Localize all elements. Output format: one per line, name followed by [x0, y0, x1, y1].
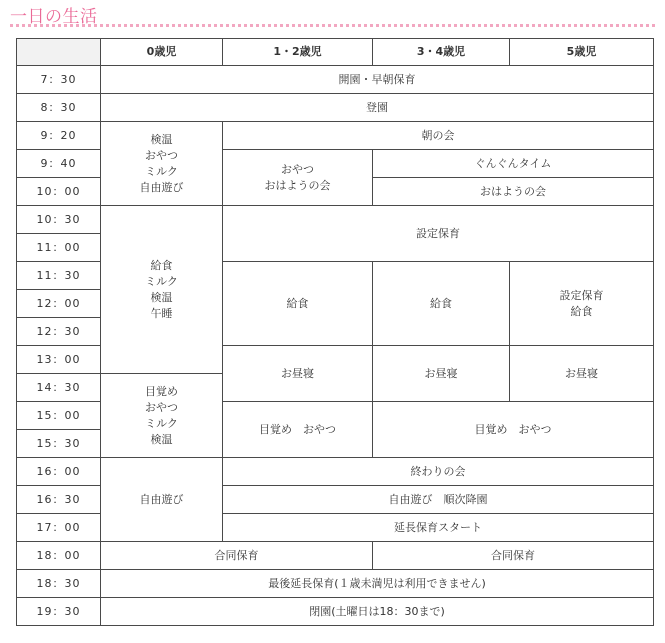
activity-cell: 開園・早朝保育 — [101, 66, 654, 94]
table-row — [17, 94, 654, 122]
header-age-5: 5歳児 — [510, 39, 654, 66]
activity-cell: 自由遊び 順次降園 — [223, 486, 654, 514]
table-row — [17, 122, 654, 150]
time-cell: 19：30 — [17, 598, 101, 626]
activity-cell: 目覚め おやつ — [223, 402, 373, 458]
activity-cell: 給食 — [373, 262, 510, 346]
activity-cell: おはようの会 — [373, 178, 654, 206]
time-cell: 15：30 — [17, 430, 101, 458]
header-row — [17, 39, 654, 66]
time-cell: 16：00 — [17, 458, 101, 486]
activity-cell: ぐんぐんタイム — [373, 150, 654, 178]
table-row — [17, 206, 654, 234]
activity-cell: お昼寝 — [223, 346, 373, 402]
time-cell: 11：00 — [17, 234, 101, 262]
table-row — [17, 66, 654, 94]
time-cell: 9：20 — [17, 122, 101, 150]
time-cell: 18：30 — [17, 570, 101, 598]
activity-cell: 閉園(土曜日は18：30まで) — [101, 598, 654, 626]
time-cell: 14：30 — [17, 374, 101, 402]
time-cell: 15：00 — [17, 402, 101, 430]
time-cell: 11：30 — [17, 262, 101, 290]
activity-cell: 検温 おやつ ミルク 自由遊び — [101, 122, 223, 206]
table-row — [17, 458, 654, 486]
time-cell: 16：30 — [17, 486, 101, 514]
activity-cell: 給食 ミルク 検温 午睡 — [101, 206, 223, 374]
time-cell: 18：00 — [17, 542, 101, 570]
time-cell: 13：00 — [17, 346, 101, 374]
activity-cell: 目覚め おやつ — [373, 402, 654, 458]
table-row — [17, 542, 654, 570]
activity-cell: 目覚め おやつ ミルク 検温 — [101, 374, 223, 458]
title-area — [0, 0, 665, 28]
activity-cell: 朝の会 — [223, 122, 654, 150]
header-age-1-2: 1・2歳児 — [223, 39, 373, 66]
time-cell: 17：00 — [17, 514, 101, 542]
time-cell: 12：30 — [17, 318, 101, 346]
time-cell: 10：30 — [17, 206, 101, 234]
activity-cell: 登園 — [101, 94, 654, 122]
activity-cell: 延長保育スタート — [223, 514, 654, 542]
time-cell: 9：40 — [17, 150, 101, 178]
header-corner — [17, 39, 101, 66]
activity-cell: 設定保育 給食 — [510, 262, 654, 346]
header-age-0: 0歳児 — [101, 39, 223, 66]
daily-schedule-table — [16, 38, 654, 626]
activity-cell: 合同保育 — [373, 542, 654, 570]
table-row — [17, 598, 654, 626]
page-title: 一日の生活 — [10, 7, 98, 27]
activity-cell: 自由遊び — [101, 458, 223, 542]
activity-cell: 設定保育 — [223, 206, 654, 262]
activity-cell: 最後延長保育(１歳未満児は利用できません) — [101, 570, 654, 598]
activity-cell: 給食 — [223, 262, 373, 346]
title-divider — [10, 24, 655, 27]
time-cell: 10：00 — [17, 178, 101, 206]
time-cell: 8：30 — [17, 94, 101, 122]
time-cell: 7：30 — [17, 66, 101, 94]
activity-cell: 合同保育 — [101, 542, 373, 570]
header-age-3-4: 3・4歳児 — [373, 39, 510, 66]
table-row — [17, 570, 654, 598]
activity-cell: おやつ おはようの会 — [223, 150, 373, 206]
time-cell: 12：00 — [17, 290, 101, 318]
activity-cell: 終わりの会 — [223, 458, 654, 486]
activity-cell: お昼寝 — [373, 346, 510, 402]
activity-cell: お昼寝 — [510, 346, 654, 402]
